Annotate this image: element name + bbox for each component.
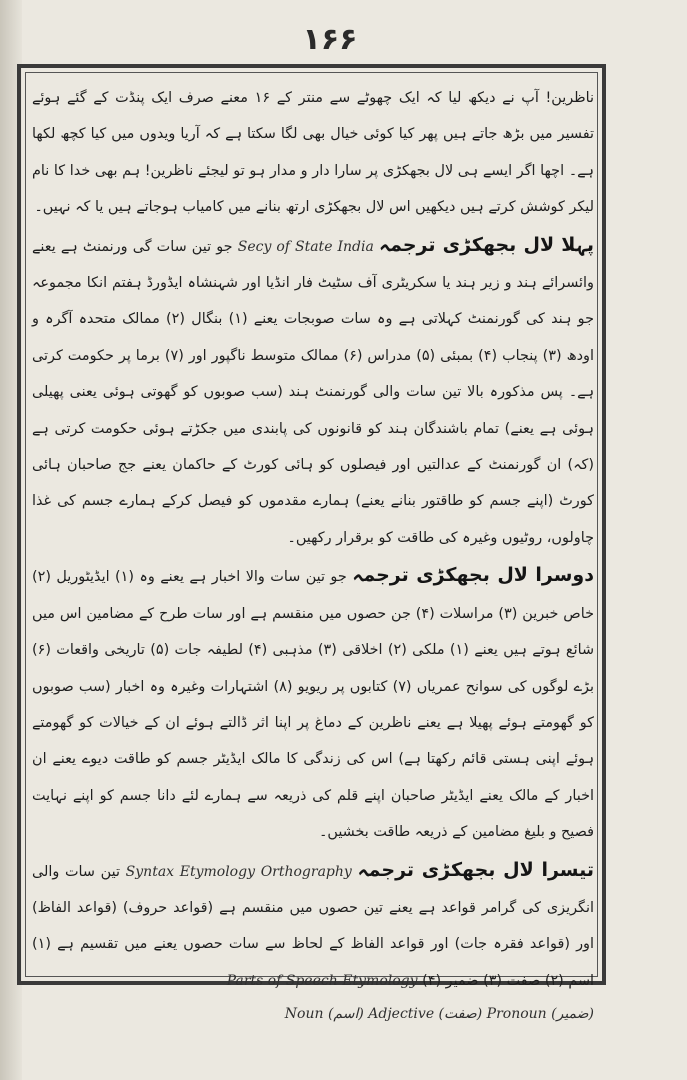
paragraph-third-translation — [32, 851, 594, 1000]
page-number: ۱۶۶ — [302, 22, 358, 57]
heading-first-translation: پہلا لال بجھکڑی ترجمہ — [378, 233, 595, 256]
body-text — [32, 80, 595, 1023]
english-term-syntax: Syntax — [125, 863, 175, 880]
english-term-etymology: Etymology — [179, 863, 255, 880]
paragraph-intro: ناظرین! آپ نے دیکھ لیا کہ ایک چھوٹے سے منتر کے ۱۶ معنے صرف ایک پنڈت کے گئے ہوئے تفسیر میں بڑھ جاتے ہیں پھر کیا کوئی خیال بھی لگا سکتا ہے کہ آریا ویدوں میں کیا کچھ لکھا ہے۔ اچھا اگر ایسے ہی لال بجھکڑی پر سارا دار و مدار ہو تو لیجئے ناظرین! ہم بھی خدا کا نام لیکر کوشش کرتے ہیں دیکھیں اس لال بجھکڑی ارتھ بنانے میں کامیاب ہوجاتے ہیں یا کہ نہیں۔ — [32, 90, 594, 216]
paragraph-second-translation — [32, 556, 594, 850]
heading-second-translation: دوسرا لال بجھکڑی ترجمہ — [352, 564, 594, 587]
paragraph-first-text: جو تین سات گی ورنمنٹ ہے یعنے وائسرائے ہند و زیر ہند یا سکریٹری آف سٹیٹ فار انڈیا اور شہنشاہ ایڈورڈ ہفتم انکا مجموعہ جو ہند کی گورنمنٹ کہلاتی ہے وہ سات صوبجات یعنے (۱) بنگال (۲) ممالک متحدہ آگرہ و اودھ (۳) پنجاب (۴) بمبئی (۵) مدراس (۶) ممالک متوسط ناگپور اور (۷) برما پر حکومت کرتی ہے۔ پس مذکورہ بالا تین سات والی گورنمنٹ ہند (سب صوبوں کو گھوتی ہوئی یعنی پھیلی ہوئی ہے یعنے) تمام باشندگان ہند کو قانونوں کی پابندی میں جکڑتے ہوئی حکومت کرتی ہے (کہ) ان گورنمنٹ کے عدالتیں اور فیصلوں کو ہائی کورٹ کے حاکمان یعنے جج صاحبان ہائی کورٹ (اپنے جسم کو طاقتور بنانے یعنے) ہمارے مقدموں کو فیصل کرکے ہمارے جسم کی غذا چاولوں، روٹیوں وغیرہ کی طاقت کو برقرار رکھیں۔ — [32, 238, 595, 546]
paragraph-first-translation — [32, 226, 594, 557]
english-note-secy-of-state: Secy of State India — [237, 238, 374, 255]
paragraph-third-text: تین سات والی انگریزی کی گرامر قواعد ہے یعنے تین حصوں میں منقسم ہے (قواعد حروف) (قواعد الفاظ) اور (قواعد فقرہ جات) اور قواعد الفاظ کے لحاظ سے سات حصوں یعنے میں تقسیم ہے (۱) اسم (۲) صفت (۳) ضمیر (۴) — [32, 863, 594, 989]
parts-of-speech-list: Noun (اسم) Adjective (صفت) Pronoun (ضمیر) — [284, 1006, 594, 1023]
paragraph-second-text: جو تین سات والا اخبار ہے یعنے وہ (۱) ایڈیٹوریل (۲) خاص خبرین (۳) مراسلات (۴) جن حصوں میں منقسم ہے اور سات طرح کے مضامین اس میں شائع ہوتے ہیں یعنے (۱) ملکی (۲) اخلاقی (۳) مذہبی (۴) لطیفہ جات (۵) تاریخی واقعات (۶) بڑے لوگوں کی سوانح عمریاں (۷) کتابوں پر ریویو (۸) اشتہارات وغیرہ وہ اخبار (سب صوبوں کو گھومتے ہوئے پھیلا ہے یعنے ناظرین کے دماغ پر اپنا اثر ڈالتے ہوئے ان کے خیالات کو گھومتے ہوئے اپنی ہستی قائم رکھتا ہے) اس کی زندگی کا مالک ایڈیٹر جسم کو طاقت دیوے یعنے ان اخبار کے مالک یعنے ایڈیٹر صاحبان اپنے قلم کی ذریعہ سے ہمارے لئے دانا جسم کو اپنے نہایت فصیح و بلیغ مضامین کے ذریعہ طاقت بخشیں۔ — [32, 569, 595, 841]
english-term-parts-of-speech: Parts of Speech — [226, 972, 338, 989]
parts-of-speech-line — [32, 999, 594, 1029]
english-term-orthography: Orthography — [260, 863, 352, 880]
english-term-etymology-2: Etymology — [342, 972, 418, 989]
heading-third-translation: تیسرا لال بجھکڑی ترجمہ — [357, 858, 595, 881]
